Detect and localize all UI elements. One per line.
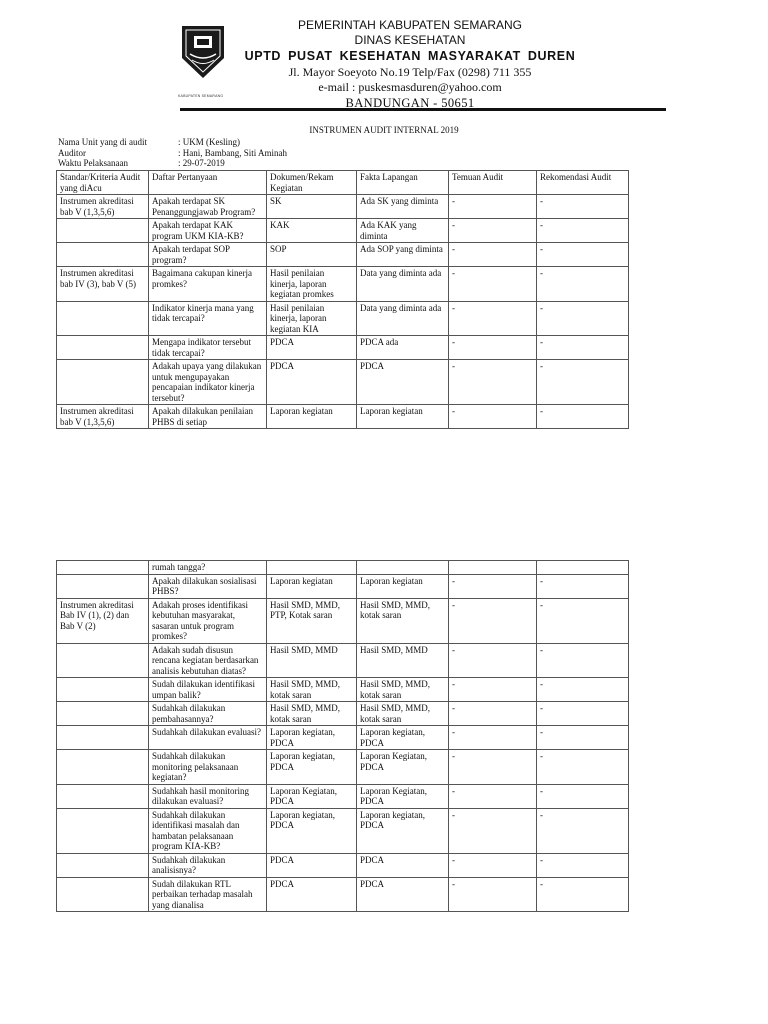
table-cell: Laporan kegiatan, PDCA xyxy=(267,808,357,853)
table-cell: Adakah sudah disusun rencana kegiatan berdasarkan analisis kebutuhan diatas? xyxy=(149,643,267,678)
table-cell: Sudahkah dilakukan evaluasi? xyxy=(149,726,267,750)
table-cell: Instrumen akreditasi bab V (1,3,5,6) xyxy=(57,195,149,219)
table-cell: - xyxy=(449,267,537,302)
header-cell: Rekomendasi Audit xyxy=(537,171,629,195)
meta-value: : 29-07-2019 xyxy=(178,158,225,168)
table-cell: Laporan Kegiatan, PDCA xyxy=(357,784,449,808)
table-cell: - xyxy=(537,643,629,678)
address: Jl. Mayor Soeyoto No.19 Telp/Fax (0298) 711 355 xyxy=(288,65,532,79)
table-cell: - xyxy=(449,726,537,750)
table-cell: Laporan kegiatan, PDCA xyxy=(357,726,449,750)
table-cell: Laporan kegiatan, PDCA xyxy=(267,750,357,785)
table-cell xyxy=(357,561,449,575)
table-cell: PDCA xyxy=(267,877,357,912)
table-cell: PDCA xyxy=(267,360,357,405)
table-cell: - xyxy=(537,405,629,429)
table-cell: KAK xyxy=(267,219,357,243)
meta-value: : Hani, Bambang, Siti Aminah xyxy=(178,147,287,158)
table-cell: Bagaimana cakupan kinerja promkes? xyxy=(149,267,267,302)
table-row xyxy=(57,267,629,302)
table-cell: Laporan kegiatan xyxy=(267,574,357,598)
table-cell xyxy=(57,853,149,877)
table-cell: PDCA xyxy=(267,853,357,877)
meta-label: Nama Unit yang di audit xyxy=(58,137,147,147)
header-cell: Fakta Lapangan xyxy=(357,171,449,195)
table-cell xyxy=(57,678,149,702)
letterhead-text xyxy=(230,18,590,111)
table-cell: Sudahkah dilakukan pembahasannya? xyxy=(149,702,267,726)
table-cell: Apakah terdapat SK Penanggungjawab Program? xyxy=(149,195,267,219)
table-cell xyxy=(57,243,149,267)
table-row xyxy=(57,877,629,912)
table-cell xyxy=(57,784,149,808)
table-cell xyxy=(537,561,629,575)
table-cell: PDCA xyxy=(357,360,449,405)
table-cell: - xyxy=(449,750,537,785)
meta-row xyxy=(58,137,287,148)
table-cell xyxy=(57,877,149,912)
table-cell: PDCA xyxy=(267,336,357,360)
table-cell: - xyxy=(449,336,537,360)
table-cell: - xyxy=(537,877,629,912)
table-row xyxy=(57,726,629,750)
table-cell: - xyxy=(449,598,537,643)
government-name: PEMERINTAH KABUPATEN SEMARANG xyxy=(297,18,523,32)
table-cell: - xyxy=(449,808,537,853)
meta-row xyxy=(58,158,287,169)
table-cell: Laporan kegiatan xyxy=(357,574,449,598)
table-cell: Laporan kegiatan xyxy=(357,405,449,429)
table-row xyxy=(57,784,629,808)
meta-value: : UKM (Kesling) xyxy=(178,137,240,147)
table-row xyxy=(57,808,629,853)
table-cell: - xyxy=(449,219,537,243)
table-cell: - xyxy=(449,243,537,267)
meta-row xyxy=(58,148,287,159)
table-cell xyxy=(267,561,357,575)
table-cell: - xyxy=(537,808,629,853)
audit-table-page-1 xyxy=(56,170,629,429)
table-cell: - xyxy=(449,702,537,726)
table-cell: Hasil penilaian kinerja, laporan kegiatan promkes xyxy=(267,267,357,302)
table-cell: - xyxy=(537,750,629,785)
table-cell: Hasil SMD, MMD xyxy=(267,643,357,678)
table-cell: Sudahkah dilakukan identifikasi masalah dan hambatan pelaksanaan program KIA-KB? xyxy=(149,808,267,853)
table-cell: - xyxy=(449,405,537,429)
table-cell: PDCA xyxy=(357,853,449,877)
table-cell: Ada SK yang diminta xyxy=(357,195,449,219)
table-cell xyxy=(57,702,149,726)
table-cell: Apakah terdapat SOP program? xyxy=(149,243,267,267)
table-cell xyxy=(57,726,149,750)
city-postcode: BANDUNGAN - 50651 xyxy=(345,96,475,110)
table-cell: - xyxy=(449,678,537,702)
table-cell: Data yang diminta ada xyxy=(357,267,449,302)
table-cell: - xyxy=(537,598,629,643)
table-cell: - xyxy=(449,301,537,336)
table-cell: Laporan Kegiatan, PDCA xyxy=(267,784,357,808)
table-cell: Laporan Kegiatan, PDCA xyxy=(357,750,449,785)
table-cell xyxy=(57,219,149,243)
table-cell: - xyxy=(449,643,537,678)
table-cell: Apakah dilakukan sosialisasi PHBS? xyxy=(149,574,267,598)
table-row xyxy=(57,643,629,678)
table-cell: - xyxy=(537,678,629,702)
table-cell: Adakah proses identifikasi kebutuhan masyarakat, sasaran untuk program promkes? xyxy=(149,598,267,643)
table-cell: - xyxy=(449,574,537,598)
table-cell: Instrumen akreditasi bab V (1,3,5,6) xyxy=(57,405,149,429)
table-row xyxy=(57,678,629,702)
unit-name: UPTD PUSAT KESEHATAN MASYARAKAT DUREN xyxy=(244,49,576,63)
table-cell: - xyxy=(537,726,629,750)
table-cell: Hasil SMD, MMD, kotak saran xyxy=(267,678,357,702)
regency-emblem-icon xyxy=(180,24,226,80)
logo-caption: KABUPATEN SEMARANG xyxy=(178,94,224,98)
table-cell xyxy=(57,808,149,853)
table-cell: - xyxy=(537,853,629,877)
table-cell: - xyxy=(537,243,629,267)
table-row xyxy=(57,598,629,643)
table-cell: Instrumen akreditasi Bab IV (1), (2) dan Bab V (2) xyxy=(57,598,149,643)
table-row xyxy=(57,336,629,360)
table-row xyxy=(57,750,629,785)
table-cell: - xyxy=(537,195,629,219)
table-cell: Laporan kegiatan, PDCA xyxy=(267,726,357,750)
table-header-row xyxy=(57,171,629,195)
table-cell: Mengapa indikator tersebut tidak tercapai? xyxy=(149,336,267,360)
header-cell: Daftar Pertanyaan xyxy=(149,171,267,195)
table-cell: - xyxy=(537,360,629,405)
table-cell: Ada KAK yang diminta xyxy=(357,219,449,243)
document-title: INSTRUMEN AUDIT INTERNAL 2019 xyxy=(309,125,459,135)
table-row xyxy=(57,561,629,575)
audit-meta xyxy=(58,137,287,169)
table-row xyxy=(57,702,629,726)
table-cell: Hasil SMD, MMD, kotak saran xyxy=(267,702,357,726)
department-name: DINAS KESEHATAN xyxy=(354,33,466,47)
table-cell: Hasil SMD, MMD, kotak saran xyxy=(357,598,449,643)
table-row xyxy=(57,853,629,877)
table-cell xyxy=(57,574,149,598)
table-cell: SK xyxy=(267,195,357,219)
table-row xyxy=(57,195,629,219)
table-cell: - xyxy=(537,267,629,302)
table-cell: - xyxy=(537,301,629,336)
table-cell: Sudahkah dilakukan monitoring pelaksanaan kegiatan? xyxy=(149,750,267,785)
table-cell: Sudah dilakukan identifikasi umpan balik? xyxy=(149,678,267,702)
table-cell xyxy=(449,561,537,575)
table-cell: Hasil SMD, MMD, kotak saran xyxy=(357,702,449,726)
table-cell: SOP xyxy=(267,243,357,267)
table-cell xyxy=(57,561,149,575)
table-cell xyxy=(57,360,149,405)
table-cell: Sudahkah dilakukan analisisnya? xyxy=(149,853,267,877)
table-cell: - xyxy=(449,195,537,219)
table-row xyxy=(57,243,629,267)
table-cell xyxy=(57,750,149,785)
audit-table-page-2 xyxy=(56,560,629,912)
table-cell: Sudahkah hasil monitoring dilakukan evaluasi? xyxy=(149,784,267,808)
table-cell: - xyxy=(449,853,537,877)
table-row xyxy=(57,360,629,405)
meta-label: Auditor xyxy=(58,147,86,158)
table-row xyxy=(57,574,629,598)
table-cell: Hasil SMD, MMD, kotak saran xyxy=(357,678,449,702)
table-cell: PDCA ada xyxy=(357,336,449,360)
table-cell: Laporan kegiatan, PDCA xyxy=(357,808,449,853)
table-cell: Hasil penilaian kinerja, laporan kegiatan KIA xyxy=(267,301,357,336)
table-cell: - xyxy=(449,360,537,405)
header-cell: Dokumen/Rekam Kegiatan xyxy=(267,171,357,195)
table-cell xyxy=(57,643,149,678)
header-cell: Temuan Audit xyxy=(449,171,537,195)
meta-label: Waktu Pelaksanaan xyxy=(58,158,129,168)
table-cell: - xyxy=(537,702,629,726)
table-cell: - xyxy=(537,219,629,243)
table-cell: - xyxy=(537,784,629,808)
header-divider xyxy=(180,108,666,111)
table-cell: PDCA xyxy=(357,877,449,912)
table-cell: rumah tangga? xyxy=(149,561,267,575)
table-cell: - xyxy=(537,336,629,360)
table-row xyxy=(57,219,629,243)
table-cell xyxy=(57,336,149,360)
table-cell: Apakah dilakukan penilaian PHBS di setiap xyxy=(149,405,267,429)
table-cell: Hasil SMD, MMD, PTP, Kotak saran xyxy=(267,598,357,643)
table-cell: Adakah upaya yang dilakukan untuk mengupayakan pencapaian indikator kinerja tersebut? xyxy=(149,360,267,405)
table-row xyxy=(57,301,629,336)
table-cell: Indikator kinerja mana yang tidak tercapai? xyxy=(149,301,267,336)
table-cell: Apakah terdapat KAK program UKM KIA-KB? xyxy=(149,219,267,243)
letterhead xyxy=(0,0,768,110)
table-cell: Ada SOP yang diminta xyxy=(357,243,449,267)
table-cell: Data yang diminta ada xyxy=(357,301,449,336)
table-row xyxy=(57,405,629,429)
table-cell: Instrumen akreditasi bab IV (3), bab V (5) xyxy=(57,267,149,302)
email: e-mail : puskesmasduren@yahoo.com xyxy=(318,80,502,94)
table-cell: - xyxy=(449,877,537,912)
table-cell: - xyxy=(449,784,537,808)
table-cell xyxy=(57,301,149,336)
table-cell: Hasil SMD, MMD xyxy=(357,643,449,678)
table-cell: Sudah dilakukan RTL perbaikan terhadap masalah yang dianalisa xyxy=(149,877,267,912)
header-cell: Standar/Kriteria Audit yang diAcu xyxy=(57,171,149,195)
table-cell: Laporan kegiatan xyxy=(267,405,357,429)
table-cell: - xyxy=(537,574,629,598)
